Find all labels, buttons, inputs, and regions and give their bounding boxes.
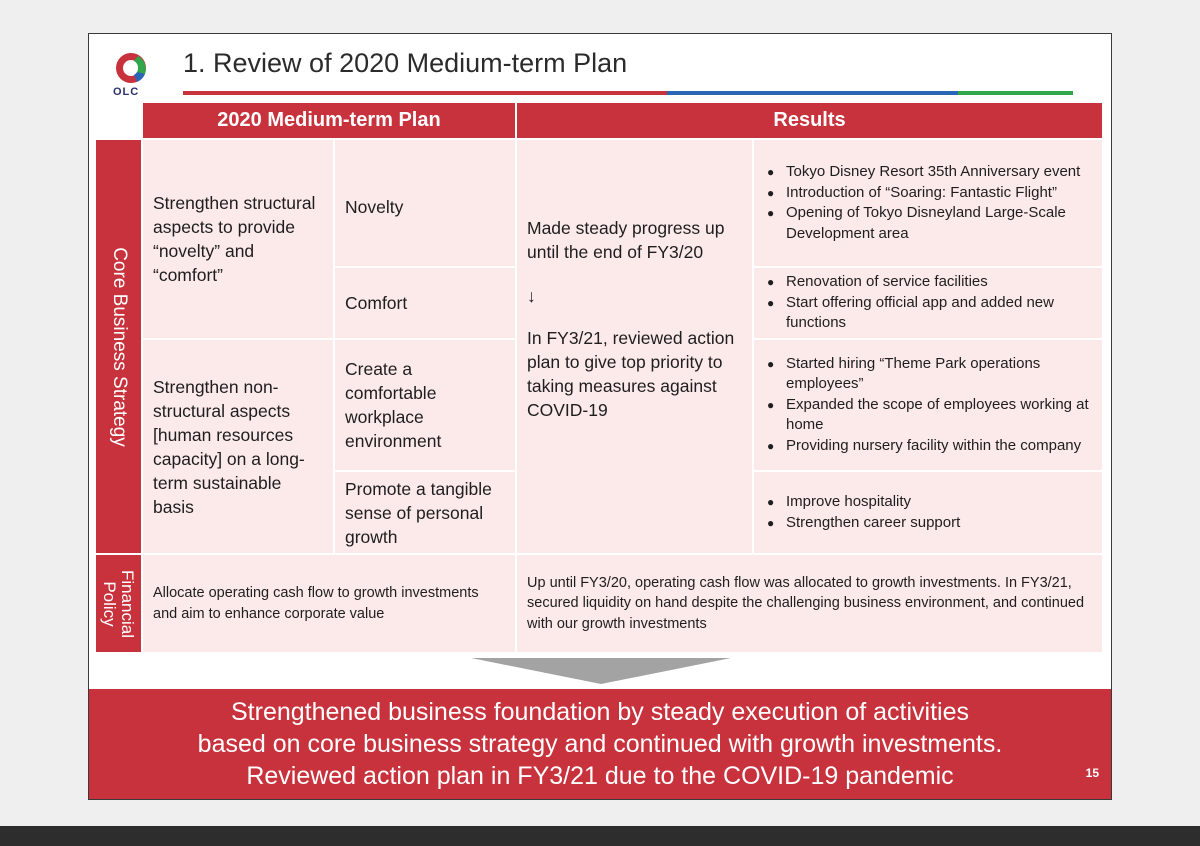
result-bullet: ● Started hiring “Theme Park operations employees” — [764, 354, 1092, 395]
result-bullet: ● Improve hospitality — [764, 492, 960, 513]
logo-text: OLC — [113, 86, 140, 98]
banner-line-2: based on core business strategy and continued with growth investments. — [197, 730, 1003, 758]
header-plan: 2020 Medium-term Plan — [143, 103, 515, 138]
results-growth — [754, 472, 1102, 553]
title-rule-blue — [667, 91, 958, 95]
result-bullet: ● Expanded the scope of employees working at home — [764, 395, 1092, 436]
side-label-financial: Financial Policy — [96, 555, 141, 652]
result-bullet: ● Introduction of “Soaring: Fantastic Flight” — [764, 183, 1092, 204]
results-novelty — [754, 140, 1102, 266]
item-workplace: Create a comfortable workplace environment — [335, 340, 515, 470]
result-bullet: ● Opening of Tokyo Disneyland Large-Scale Development area — [764, 203, 1092, 244]
results-workplace — [754, 340, 1102, 470]
group-structural: Strengthen structural aspects to provide “novelty” and “comfort” — [143, 140, 333, 338]
progress-text-1: Made steady progress up until the end of FY3/20 — [527, 218, 725, 262]
title-rule-red — [183, 91, 667, 95]
progress-cell — [517, 140, 752, 553]
result-bullet: ● Providing nursery facility within the company — [764, 436, 1092, 457]
banner-line-1: Strengthened business foundation by steady execution of activities — [231, 698, 969, 726]
group-non-structural: Strengthen non-structural aspects [human resources capacity] on a long-term sustainable basis — [143, 340, 333, 553]
result-bullet: ● Start offering official app and added new functions — [764, 293, 1092, 334]
result-bullet: ● Tokyo Disney Resort 35th Anniversary event — [764, 162, 1092, 183]
header-results: Results — [517, 103, 1102, 138]
summary-banner — [89, 689, 1111, 799]
results-comfort — [754, 268, 1102, 338]
title-rule-green — [958, 91, 1073, 95]
item-growth: Promote a tangible sense of personal growth — [335, 472, 515, 553]
side-label-core: Core Business Strategy — [96, 140, 141, 553]
item-comfort: Comfort — [335, 268, 515, 338]
slide — [88, 33, 1112, 800]
item-novelty: Novelty — [335, 140, 515, 266]
result-bullet: ● Renovation of service facilities — [764, 272, 1092, 293]
progress-text-2: In FY3/21, reviewed action plan to give top priority to taking measures against COVID-19 — [527, 328, 735, 420]
financial-plan: Allocate operating cash flow to growth investments and aim to enhance corporate value — [143, 555, 515, 652]
result-bullet: ● Strengthen career support — [764, 513, 960, 534]
bottom-strip — [0, 826, 1200, 846]
page-number: 15 — [1085, 766, 1099, 780]
page-title: 1. Review of 2020 Medium-term Plan — [183, 48, 628, 78]
down-chevron-icon — [471, 658, 731, 684]
down-arrow-icon: ↓ — [527, 286, 536, 306]
financial-result: Up until FY3/20, operating cash flow was allocated to growth investments. In FY3/21, secured liquidity on hand despite the challenging business environment, and continued with our growth investments — [517, 555, 1102, 652]
banner-line-3: Reviewed action plan in FY3/21 due to the COVID-19 pandemic — [246, 762, 954, 790]
